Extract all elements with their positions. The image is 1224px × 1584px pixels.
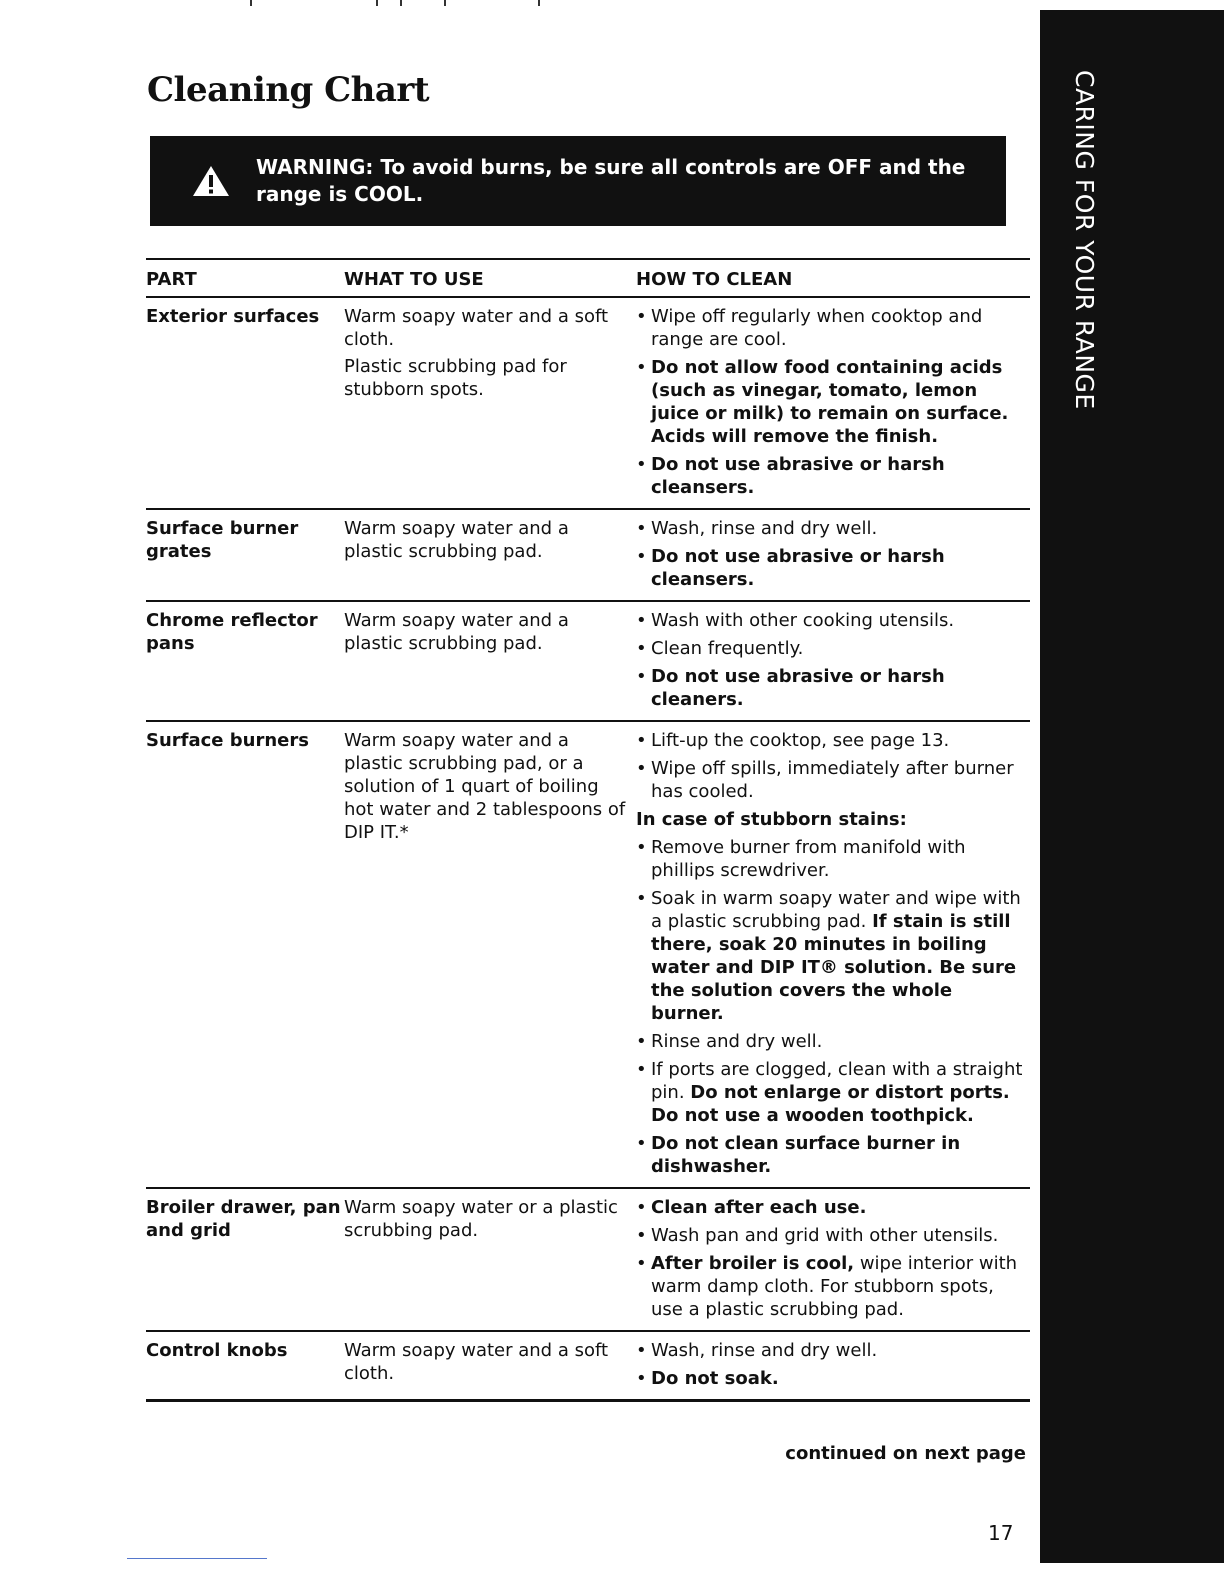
header-part: PART — [146, 259, 344, 297]
side-tab-label: CARING FOR YOUR RANGE — [1070, 70, 1099, 410]
part-cell: Surface burners — [146, 721, 344, 1188]
cleaning-step — [636, 729, 1030, 752]
step-text: Rinse and dry well. — [651, 1031, 823, 1052]
step-text-bold: Do not soak. — [651, 1368, 779, 1389]
header-how-to-clean: HOW TO CLEAN — [636, 259, 1030, 297]
part-cell: Broiler drawer, pan and grid — [146, 1188, 344, 1331]
cleaning-chart-table — [146, 258, 1030, 1402]
cleaning-steps-list — [636, 729, 1030, 1178]
what-to-use-text: Plastic scrubbing pad for stubborn spots. — [344, 356, 567, 400]
step-text: Wash, rinse and dry well. — [651, 518, 878, 539]
cleaning-step — [636, 637, 1030, 660]
page-title: Cleaning Chart — [147, 70, 430, 110]
table-body — [146, 297, 1030, 1401]
step-subheading — [636, 808, 1030, 831]
step-text: Lift-up the cooktop, see page 13. — [651, 730, 950, 751]
cleaning-steps-list — [636, 609, 1030, 711]
what-to-use-cell — [344, 1188, 636, 1331]
table-header-row — [146, 259, 1030, 297]
part-cell: Surface burner grates — [146, 509, 344, 601]
step-text-bold: Do not allow food containing acids (such as vinegar, tomato, lemon juice or milk) to remain on surface. Acids will remove the finish. — [651, 357, 1009, 447]
cleaning-steps-list — [636, 305, 1030, 499]
step-text-bold: Do not clean surface burner in dishwasher. — [651, 1133, 961, 1177]
how-to-clean-cell — [636, 1188, 1030, 1331]
cleaning-step — [636, 887, 1030, 1025]
how-to-clean-cell — [636, 601, 1030, 721]
cleaning-step — [636, 665, 1030, 711]
step-text-bold: In case of stubborn stains: — [636, 809, 907, 830]
cleaning-step — [636, 453, 1030, 499]
what-to-use-text: Warm soapy water or a plastic scrubbing pad. — [344, 1197, 618, 1241]
step-text-bold: If stain is still there, soak 20 minutes in boiling water and DIP IT® solution. Be sure the solution covers the whole burner. — [651, 911, 1017, 1024]
cleaning-steps-list — [636, 1196, 1030, 1321]
cleaning-step — [636, 1339, 1030, 1362]
warning-triangle-icon — [192, 164, 230, 202]
what-to-use-text: Warm soapy water and a soft cloth. — [344, 306, 609, 350]
cleaning-step — [636, 545, 1030, 591]
top-edge-marks — [250, 0, 550, 6]
part-cell: Control knobs — [146, 1331, 344, 1401]
what-to-use-cell — [344, 1331, 636, 1401]
what-to-use-text: Warm soapy water and a plastic scrubbing pad. — [344, 518, 569, 562]
step-text-bold: Do not enlarge or distort ports. Do not use a wooden toothpick. — [651, 1082, 1010, 1126]
step-text: Remove burner from manifold with phillips screwdriver. — [651, 837, 966, 881]
cleaning-step — [636, 609, 1030, 632]
table-row — [146, 1188, 1030, 1331]
step-text-bold: Do not use abrasive or harsh cleansers. — [651, 546, 945, 590]
part-cell: Exterior surfaces — [146, 297, 344, 509]
step-text: Wipe off spills, immediately after burner has cooled. — [651, 758, 1014, 802]
cleaning-step — [636, 1252, 1030, 1321]
bottom-rule — [127, 1558, 267, 1559]
table-row — [146, 1331, 1030, 1401]
what-to-use-cell — [344, 721, 636, 1188]
step-text-bold: Clean after each use. — [651, 1197, 867, 1218]
what-to-use-text: Warm soapy water and a soft cloth. — [344, 1340, 609, 1384]
what-to-use-text: Warm soapy water and a plastic scrubbing pad. — [344, 610, 569, 654]
step-text-bold: Do not use abrasive or harsh cleansers. — [651, 454, 945, 498]
step-text-bold: Do not use abrasive or harsh cleaners. — [651, 666, 945, 710]
cleaning-steps-list — [636, 517, 1030, 591]
how-to-clean-cell — [636, 509, 1030, 601]
table-row — [146, 601, 1030, 721]
step-text: Clean frequently. — [651, 638, 804, 659]
warning-text: WARNING: To avoid burns, be sure all controls are OFF and the range is COOL. — [256, 155, 966, 206]
step-text: wipe interior with warm damp cloth. For stubborn spots, use a plastic scrubbing pad. — [651, 1253, 1018, 1320]
continued-note: continued on next page — [785, 1443, 1026, 1464]
step-text: Wipe off regularly when cooktop and range are cool. — [651, 306, 983, 350]
cleaning-step — [636, 1367, 1030, 1390]
step-text: Wash with other cooking utensils. — [651, 610, 955, 631]
cleaning-step — [636, 1224, 1030, 1247]
how-to-clean-cell — [636, 297, 1030, 509]
how-to-clean-cell — [636, 1331, 1030, 1401]
table-row — [146, 721, 1030, 1188]
cleaning-step — [636, 1058, 1030, 1127]
warning-banner — [150, 136, 1006, 226]
cleaning-step — [636, 1030, 1030, 1053]
cleaning-step — [636, 517, 1030, 540]
cleaning-step — [636, 356, 1030, 448]
cleaning-step — [636, 305, 1030, 351]
part-cell: Chrome reflector pans — [146, 601, 344, 721]
page-number: 17 — [988, 1521, 1014, 1545]
cleaning-step — [636, 757, 1030, 803]
cleaning-steps-list — [636, 1339, 1030, 1390]
cleaning-step — [636, 836, 1030, 882]
header-what-to-use: WHAT TO USE — [344, 259, 636, 297]
step-text: Wash pan and grid with other utensils. — [651, 1225, 999, 1246]
table-row — [146, 297, 1030, 509]
cleaning-step — [636, 1132, 1030, 1178]
step-text: If ports are clogged, clean with a straight pin. — [651, 1059, 1023, 1103]
how-to-clean-cell — [636, 721, 1030, 1188]
step-text: Soak in warm soapy water and wipe with a plastic scrubbing pad. — [651, 888, 1021, 932]
what-to-use-cell — [344, 509, 636, 601]
what-to-use-text: Warm soapy water and a plastic scrubbing pad, or a solution of 1 quart of boiling hot water and 2 tablespoons of DIP IT.* — [344, 730, 626, 843]
step-text-bold: After broiler is cool, — [651, 1253, 855, 1274]
what-to-use-cell — [344, 297, 636, 509]
table-row — [146, 509, 1030, 601]
step-text: Wash, rinse and dry well. — [651, 1340, 878, 1361]
cleaning-step — [636, 1196, 1030, 1219]
what-to-use-cell — [344, 601, 636, 721]
